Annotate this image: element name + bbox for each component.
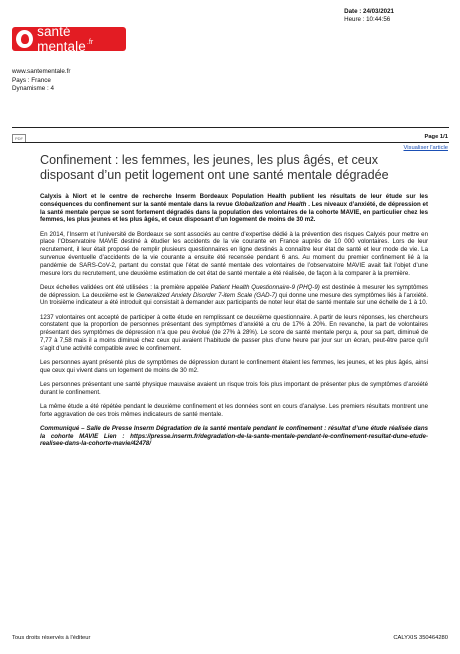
phq9-name: Patient Health Questionnaire-9 (PHQ-9) — [210, 283, 320, 291]
gad7-name: Generalized Anxiety Disorder 7-item Scale (GAD-7) — [136, 291, 278, 299]
footer-reference: CALYXIS 350464280 — [393, 635, 448, 641]
paragraph-2: Deux échelles validées ont été utilisées : la première appelée Patient Health Questionnaire-9 (PHQ-9) est destinée à mesurer les symptômes de dépression. La deuxième est le Generalized Anxiety Disorder 7-item Scale (GAD-7) qui donne une mesure des symptômes liés à l’anxiété. Un troisième indicateur a été introduit qui consistait à demander aux participants de noter leur état de santé mentale sur une échelle de 1 à 10. — [40, 283, 428, 307]
document-header-info — [344, 8, 394, 24]
article-lead: Calyxis à Niort et le centre de recherche Inserm Bordeaux Population Health publient les résultats de leur étude sur les conséquences du confinement sur la santé mentale dans la revue Globalization and Health . Les niveaux d’anxiété, de dépression et la santé mentale perçue se sont fortement dégradés dans la population des volontaires de la cohorte MAVIE, en particulier chez les femmes, les plus jeunes et les plus âgés, et ceux disposant d’un logement de moins de 30 m2. — [40, 193, 428, 224]
paragraph-4: Les personnes ayant présenté plus de symptômes de dépression durant le confinement étaient les femmes, les jeunes, et les plus âgés, ainsi que ceux qui vivent dans un logement de moins de 30 m2. — [40, 358, 428, 374]
article-title: Confinement : les femmes, les jeunes, les plus âgés, et ceux disposant d’un petit logement ont une santé mentale dégradée — [40, 153, 389, 182]
top-divider — [12, 127, 449, 128]
paragraph-1: En 2014, l’Inserm et l’université de Bordeaux se sont associés au centre d’expertise dédié à la prévention des risques Calyxis pour mettre en place l’Observatoire MAVIE destiné à étudier les accidents de la vie courante en France auprès de 10 000 volontaires. Lors de leur recrutement, il leur était proposé de remplir plusieurs questionnaires en ligne destinés à connaître leur état de santé et leur mode de vie. La survenue éventuelle d’accidents de la vie courante a ensuite été recensée pendant 6 ans. Au moment du premier confinement lié à la pandémie de SARS-CoV-2, partant du constat que l’état de santé mentale des volontaires de l’observatoire MAVIE avait fait l’objet d’une mesure lors du recrutement, une deuxième estimation de cet état de santé mentale a été réalisée, de façon à la comparer à la première. — [40, 230, 428, 277]
country-label: Pays : France — [12, 76, 51, 84]
time-label: Heure : 10:44:56 — [344, 16, 391, 23]
head-silhouette-icon — [16, 30, 33, 48]
site-url: www.santementale.fr — [12, 68, 71, 75]
paragraph-5: Les personnes présentant une santé physique mauvaise avaient un risque trois fois plus important de présenter plus de symptômes d’anxiété durant le confinement. — [40, 380, 428, 396]
logo-text: santé mentale — [37, 24, 86, 54]
press-release-note: Communiqué – Salle de Presse Inserm Dégradation de la santé mentale pendant le confinement : résultat d’une étude réalisée dans la cohorte MAVIE Lien : https://presse.inserm.fr/degradation-de-la-sante-mentale-pendant-le-confinement-resultat-dune-etude-realisee-dans-la-cohorte-mavie/42478/ — [40, 424, 428, 448]
toolbar-divider — [12, 142, 449, 143]
article-body — [40, 193, 428, 455]
source-meta — [12, 68, 70, 94]
paragraph-3: 1237 volontaires ont accepté de participer à cette étude en remplissant ce deuxième questionnaire. A partir de leurs réponses, les chercheurs constatent que la proportion de personnes présentant des symptômes d’anxiété a cru de 17% à 20%. En revanche, la part de volontaires présentant des symptômes de dépression n’a que peu évolué (de 27% à 28%). Le score de santé mentale perçu a, pour sa part, diminué de 7,77 à 7,58 mais il a moins diminué chez ceux qui avaient l’habitude de passer plus d’une heure par jour sur un écran, peut-être parce qu’il s’agit d’une activité compatible avec le confinement. — [40, 313, 428, 352]
date-label: Date : 24/03/2021 — [344, 8, 394, 15]
page-indicator: Page 1/1 — [424, 134, 448, 140]
view-article-link[interactable]: Visualiser l'article — [403, 145, 448, 151]
dynamism-label: Dynamisme : 4 — [12, 85, 54, 93]
paragraph-6: La même étude a été répétée pendant le deuxième confinement et les données sont en cours d’analyse. Les premiers résultats montrent une forte aggravation de ces trois mêmes indicateurs de santé mentale. — [40, 402, 428, 418]
journal-name: Globalization and Health — [234, 200, 307, 208]
logo-tld: .fr — [86, 39, 94, 46]
footer-rights: Tous droits réservés à l'éditeur — [12, 635, 91, 641]
santementale-logo — [12, 24, 126, 54]
pdf-icon[interactable]: PDF — [12, 134, 26, 143]
